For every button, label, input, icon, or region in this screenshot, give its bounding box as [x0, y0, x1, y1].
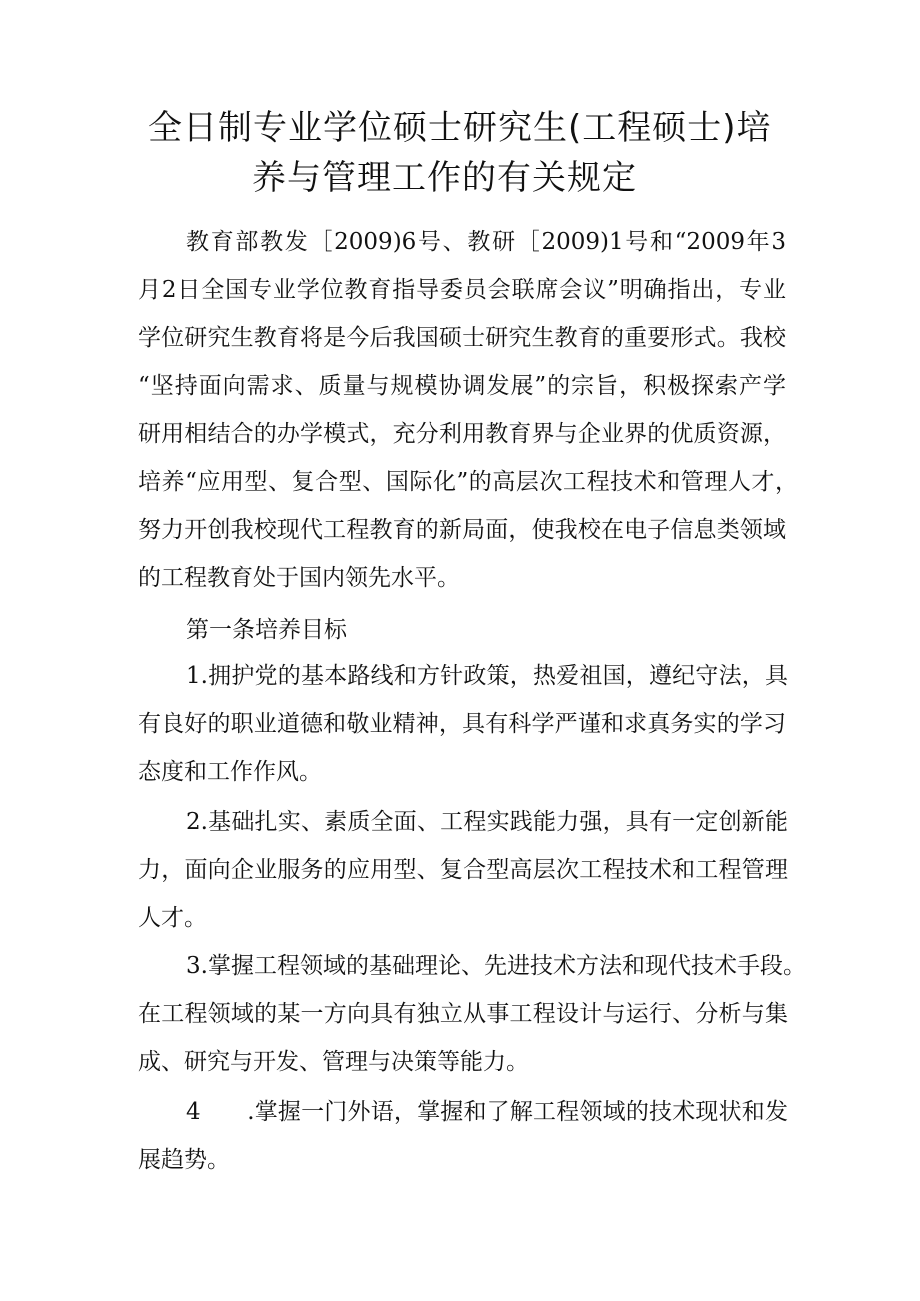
intro-line: 的工程教育处于国内领先水平。: [138, 565, 460, 591]
intro-line: 研用相结合的办学模式，充分利用教育界与企业界的优质资源，: [138, 421, 786, 447]
intro-line: 教育部教发［2009)6号、教研［2009)1号和“2009年3: [186, 229, 786, 255]
intro-line: “坚持面向需求、质量与规模协调发展”的宗旨，积极探索产学: [138, 373, 786, 399]
item-4-line: 展趋势。: [138, 1147, 230, 1173]
intro-line: 努力开创我校现代工程教育的新局面，使我校在电子信息类领域: [138, 517, 786, 543]
intro-line: 月2日全国专业学位教育指导委员会联席会议”明确指出，专业: [138, 277, 786, 303]
item-3-line: 成、研究与开发、管理与决策等能力。: [138, 1049, 529, 1075]
item-1-line: 态度和工作作风。: [138, 759, 322, 785]
item-3-line: 在工程领域的某一方向具有独立从事工程设计与运行、分析与集: [138, 1001, 788, 1027]
item-1-line: 1.拥护党的基本路线和方针政策，热爱祖国，遵纪守法，具: [186, 663, 788, 689]
item-1-line: 有良好的职业道德和敬业精神，具有科学严谨和求真务实的学习: [138, 711, 786, 737]
article-heading: 第一条培养目标: [186, 617, 347, 643]
item-4-line: 4 .掌握一门外语，掌握和了解工程领域的技术现状和发: [186, 1099, 788, 1125]
document-title-line-1: 全日制专业学位硕士研究生(工程硕士)培: [148, 108, 772, 148]
document-title-line-2: 养与管理工作的有关规定: [252, 158, 637, 198]
item-2-line: 力，面向企业服务的应用型、复合型高层次工程技术和工程管理: [138, 857, 788, 883]
item-2-line: 2.基础扎实、素质全面、工程实践能力强，具有一定创新能: [186, 809, 788, 835]
item-3-line: 3.掌握工程领域的基础理论、先进技术方法和现代技术手段。: [186, 953, 806, 979]
item-2-line: 人才。: [138, 905, 207, 931]
intro-line: 学位研究生教育将是今后我国硕士研究生教育的重要形式。我校: [138, 325, 786, 351]
intro-line: 培养“应用型、复合型、国际化”的高层次工程技术和管理人才，: [138, 469, 798, 495]
